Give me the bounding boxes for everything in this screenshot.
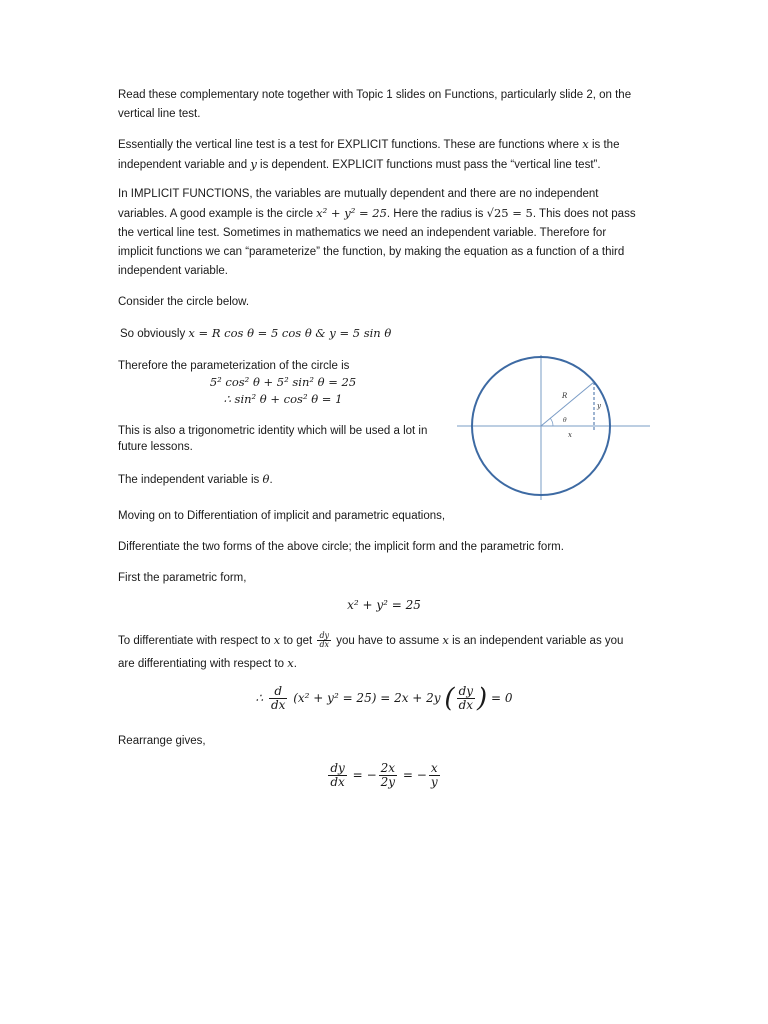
fraction-dy-dx-inline: $\frac{dy}{dx}$ bbox=[319, 630, 330, 650]
paragraph-intro: Read these complementary note together with Topic 1 slides on Functions, particularly slide 2, on the vertical line test. bbox=[118, 89, 632, 120]
paragraph-param-intro: Therefore the parameterization of the circle is bbox=[118, 360, 350, 372]
paragraph-rearrange: Rearrange gives, bbox=[118, 735, 206, 747]
fraction-x-y: $\frac{x}{y}$ bbox=[430, 761, 438, 790]
paragraph-explicit: Essentially the vertical line test is a test for EXPLICIT functions. These are functions where x is the independent variable and y is dependent. EXPLICIT functions must pass the “vertical line test”. bbox=[118, 137, 620, 171]
fraction-d-dx: $\frac{d}{dx}$ bbox=[270, 684, 286, 713]
fraction-dy-dx-result: $\frac{dy}{dx}$ bbox=[330, 761, 345, 790]
label-radius: R bbox=[562, 392, 568, 400]
paragraph-moving-on: Moving on to Differentiation of implicit and parametric equations, bbox=[118, 510, 446, 522]
fraction-dy-dx: $\frac{dy}{dx}$ bbox=[458, 684, 474, 713]
paragraph-obviously: So obviously x = R cos θ = 5 cos θ & y = 5 sin θ bbox=[120, 326, 392, 340]
fraction-2x-2y: $\frac{2x}{2y}$ bbox=[380, 761, 396, 790]
label-height: y bbox=[597, 402, 601, 410]
radius-line bbox=[541, 382, 594, 426]
paragraph-identity: This is also a trigonometric identity which will be used a lot in future lessons. bbox=[118, 425, 428, 453]
circle-diagram bbox=[455, 340, 655, 505]
paragraph-differentiate-two: Differentiate the two forms of the above circle; the implicit form and the parametric form. bbox=[118, 541, 564, 553]
param-equations bbox=[118, 374, 448, 408]
paragraph-differentiate: To differentiate with respect to x to get $\frac{dy}{dx}$ you have to assume x is an independent variable as you are differentiating with respect to x. bbox=[118, 630, 624, 670]
equation-circle: x² + y² = 25 bbox=[347, 598, 421, 612]
param-equation-line2: ∴ sin² θ + cos² θ = 1 bbox=[223, 392, 343, 406]
param-equation-line1: 5² cos² θ + 5² sin² θ = 25 bbox=[209, 375, 357, 389]
label-angle: θ bbox=[563, 417, 567, 424]
paragraph-first-parametric: First the parametric form, bbox=[118, 572, 247, 584]
paragraph-consider: Consider the circle below. bbox=[118, 296, 250, 308]
angle-arc bbox=[550, 418, 553, 426]
label-base: x bbox=[568, 431, 572, 439]
equation-result: $\frac{dy}{dx}$ = − $\frac{2x}{2y}$ = − $\frac{x}{y}$ bbox=[330, 761, 438, 790]
paragraph-implicit: In IMPLICIT FUNCTIONS, the variables are mutually dependent and there are no independent variables. A good example is the circle x² + y² = 25. Here the radius is √25 = 5. This does not pass the vertical line test. Sometimes in mathematics we need an independent variable. Therefore for implicit functions we can “parameterize” the function, by making the equation as a function of a third independent variable. bbox=[118, 188, 636, 277]
paragraph-independent: The independent variable is θ. bbox=[118, 472, 273, 486]
equation-derivative: ∴ $\frac{d}{dx}$ (x² + y² = 25) = 2x + 2y ( $\frac{dy}{dx}$ ) = 0 bbox=[255, 683, 513, 714]
